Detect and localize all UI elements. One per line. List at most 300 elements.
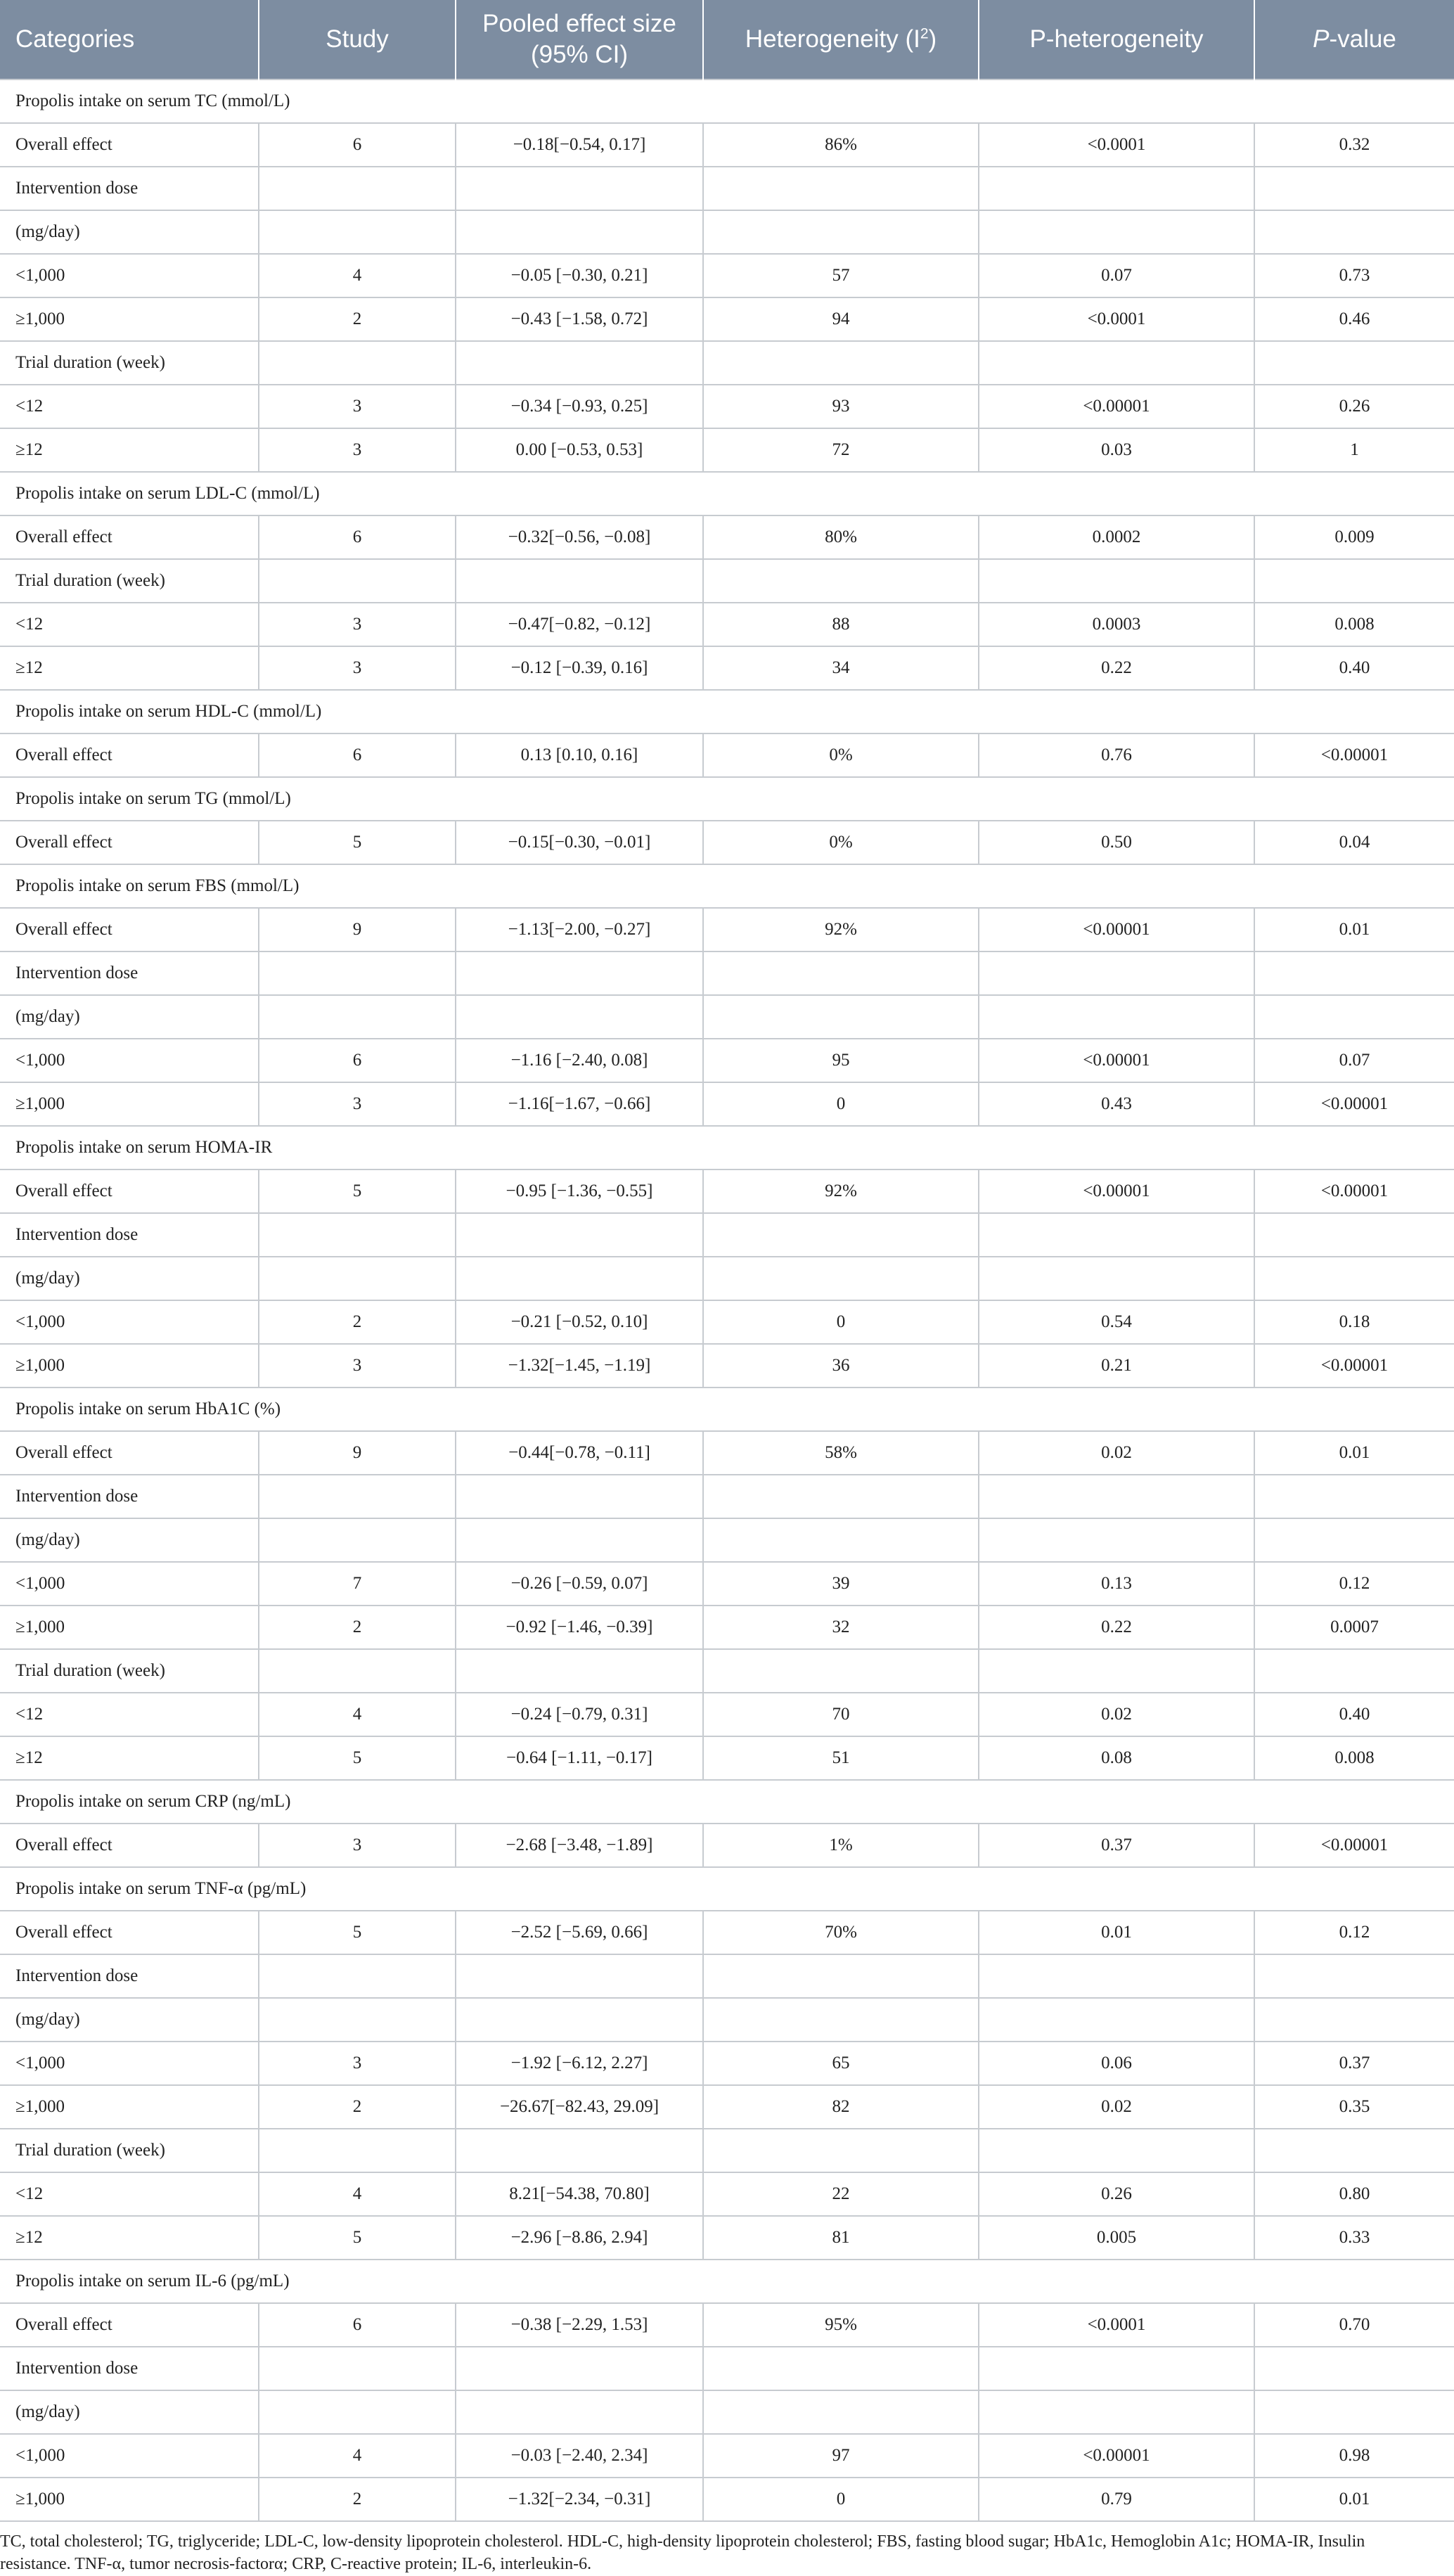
cell-p-heterogeneity: 0.0003 [979, 603, 1254, 646]
cell-heterogeneity: 94 [703, 297, 979, 341]
table-row [0, 1300, 1454, 1344]
cell-study: 9 [259, 908, 456, 951]
header-heterogeneity-sup: 2 [920, 25, 929, 42]
section-row [0, 777, 1454, 821]
cell-study: 6 [259, 2303, 456, 2347]
header-row [0, 0, 1454, 79]
cell-heterogeneity: 1% [703, 1824, 979, 1867]
empty-cell [259, 2390, 456, 2434]
subgroup-label-row [0, 341, 1454, 385]
cell-p-heterogeneity: 0.37 [979, 1824, 1254, 1867]
table-row [0, 1693, 1454, 1736]
subgroup-label-row [0, 1649, 1454, 1693]
cell-p-value: 0.01 [1254, 1431, 1454, 1475]
cell-heterogeneity: 88 [703, 603, 979, 646]
empty-cell [259, 1257, 456, 1300]
empty-cell [259, 1518, 456, 1562]
header-pooled-line1: Pooled effect size [482, 10, 676, 37]
subgroup-label-row [0, 210, 1454, 254]
cell-p-heterogeneity: 0.005 [979, 2216, 1254, 2260]
cell-pooled-effect: −0.26 [−0.59, 0.07] [456, 1562, 703, 1606]
cell-pooled-effect: −2.52 [−5.69, 0.66] [456, 1911, 703, 1954]
cell-category: Overall effect [0, 123, 259, 167]
cell-p-heterogeneity: 0.21 [979, 1344, 1254, 1388]
empty-cell [456, 1475, 703, 1518]
empty-cell [1254, 995, 1454, 1039]
empty-cell [979, 1257, 1254, 1300]
cell-heterogeneity: 70% [703, 1911, 979, 1954]
cell-category: Overall effect [0, 908, 259, 951]
empty-cell [1254, 2347, 1454, 2390]
cell-category: Overall effect [0, 821, 259, 864]
cell-p-heterogeneity: <0.00001 [979, 1170, 1254, 1213]
empty-cell [1254, 2390, 1454, 2434]
table-row [0, 2085, 1454, 2129]
subgroup-label-row [0, 1954, 1454, 1998]
empty-cell [703, 1475, 979, 1518]
table-row [0, 515, 1454, 559]
cell-pooled-effect: −1.16 [−2.40, 0.08] [456, 1039, 703, 1082]
empty-cell [456, 2347, 703, 2390]
empty-cell [456, 995, 703, 1039]
table-row [0, 254, 1454, 297]
empty-cell [1254, 1213, 1454, 1257]
subgroup-label-row [0, 1518, 1454, 1562]
empty-cell [259, 1475, 456, 1518]
cell-p-value: 0.18 [1254, 1300, 1454, 1344]
empty-cell [259, 341, 456, 385]
empty-cell [1254, 1518, 1454, 1562]
empty-cell [1254, 210, 1454, 254]
cell-category: <1,000 [0, 254, 259, 297]
table-row [0, 1082, 1454, 1126]
empty-cell [456, 1954, 703, 1998]
section-row [0, 864, 1454, 908]
cell-category: Overall effect [0, 2303, 259, 2347]
cell-pooled-effect: −1.16[−1.67, −0.66] [456, 1082, 703, 1126]
empty-cell [979, 2390, 1254, 2434]
section-row [0, 1126, 1454, 1170]
subgroup-label-row [0, 1213, 1454, 1257]
cell-study: 3 [259, 428, 456, 472]
empty-cell [259, 995, 456, 1039]
table-body [0, 79, 1454, 2521]
cell-p-value: 0.26 [1254, 385, 1454, 428]
empty-cell [979, 995, 1254, 1039]
empty-cell [1254, 341, 1454, 385]
cell-study: 4 [259, 2434, 456, 2478]
cell-p-heterogeneity: <0.0001 [979, 2303, 1254, 2347]
section-heading: Propolis intake on serum TG (mmol/L) [0, 777, 1454, 821]
cell-heterogeneity: 70 [703, 1693, 979, 1736]
cell-category: ≥1,000 [0, 1082, 259, 1126]
cell-p-value: 0.37 [1254, 2042, 1454, 2085]
empty-cell [703, 995, 979, 1039]
empty-cell [703, 1954, 979, 1998]
cell-p-heterogeneity: <0.00001 [979, 1039, 1254, 1082]
empty-cell [1254, 1998, 1454, 2042]
cell-heterogeneity: 0% [703, 821, 979, 864]
cell-study: 4 [259, 2172, 456, 2216]
cell-category: <1,000 [0, 1562, 259, 1606]
table-row [0, 1344, 1454, 1388]
cell-p-heterogeneity: 0.26 [979, 2172, 1254, 2216]
empty-cell [259, 1213, 456, 1257]
table-row [0, 1824, 1454, 1867]
cell-p-heterogeneity: 0.54 [979, 1300, 1254, 1344]
cell-study: 5 [259, 1911, 456, 1954]
cell-p-value: 0.32 [1254, 123, 1454, 167]
cell-study: 6 [259, 515, 456, 559]
subgroup-label-row [0, 2347, 1454, 2390]
cell-pooled-effect: 0.13 [0.10, 0.16] [456, 733, 703, 777]
cell-heterogeneity: 95% [703, 2303, 979, 2347]
section-row [0, 690, 1454, 733]
cell-pooled-effect: −0.03 [−2.40, 2.34] [456, 2434, 703, 2478]
cell-pooled-effect: −0.32[−0.56, −0.08] [456, 515, 703, 559]
table-row [0, 123, 1454, 167]
cell-pooled-effect: −2.96 [−8.86, 2.94] [456, 2216, 703, 2260]
empty-cell [979, 1518, 1254, 1562]
subgroup-label-row [0, 559, 1454, 603]
cell-heterogeneity: 57 [703, 254, 979, 297]
section-row [0, 79, 1454, 123]
section-heading: Propolis intake on serum TC (mmol/L) [0, 79, 1454, 123]
empty-cell [1254, 1257, 1454, 1300]
cell-category: Overall effect [0, 1911, 259, 1954]
cell-heterogeneity: 39 [703, 1562, 979, 1606]
cell-p-heterogeneity: <0.00001 [979, 385, 1254, 428]
table-row [0, 2303, 1454, 2347]
cell-heterogeneity: 36 [703, 1344, 979, 1388]
cell-category: ≥1,000 [0, 2478, 259, 2521]
empty-cell [259, 951, 456, 995]
cell-pooled-effect: −1.32[−1.45, −1.19] [456, 1344, 703, 1388]
empty-cell [1254, 1649, 1454, 1693]
cell-p-heterogeneity: 0.08 [979, 1736, 1254, 1780]
cell-study: 2 [259, 1606, 456, 1649]
cell-p-value: 0.008 [1254, 603, 1454, 646]
cell-heterogeneity: 82 [703, 2085, 979, 2129]
cell-study: 7 [259, 1562, 456, 1606]
cell-p-value: <0.00001 [1254, 733, 1454, 777]
empty-cell [259, 1954, 456, 1998]
table-row [0, 2478, 1454, 2521]
cell-study: 5 [259, 1736, 456, 1780]
subgroup-label: Intervention dose [0, 1213, 259, 1257]
cell-p-heterogeneity: 0.13 [979, 1562, 1254, 1606]
cell-category: Overall effect [0, 1431, 259, 1475]
cell-heterogeneity: 34 [703, 646, 979, 690]
cell-p-value: <0.00001 [1254, 1824, 1454, 1867]
cell-p-heterogeneity: 0.06 [979, 2042, 1254, 2085]
empty-cell [456, 1257, 703, 1300]
cell-pooled-effect: −0.92 [−1.46, −0.39] [456, 1606, 703, 1649]
empty-cell [703, 1213, 979, 1257]
cell-p-value: <0.00001 [1254, 1344, 1454, 1388]
table-row [0, 821, 1454, 864]
cell-p-value: 0.46 [1254, 297, 1454, 341]
section-heading: Propolis intake on serum LDL-C (mmol/L) [0, 472, 1454, 515]
empty-cell [703, 2390, 979, 2434]
table-row [0, 385, 1454, 428]
empty-cell [703, 1518, 979, 1562]
cell-heterogeneity: 81 [703, 2216, 979, 2260]
subgroup-label: (mg/day) [0, 2390, 259, 2434]
table-row [0, 1170, 1454, 1213]
subgroup-label-row [0, 995, 1454, 1039]
subgroup-label-row [0, 1475, 1454, 1518]
subgroup-label: Intervention dose [0, 951, 259, 995]
empty-cell [456, 1649, 703, 1693]
cell-p-heterogeneity: 0.50 [979, 821, 1254, 864]
cell-p-heterogeneity: <0.00001 [979, 908, 1254, 951]
section-heading: Propolis intake on serum CRP (ng/mL) [0, 1780, 1454, 1824]
cell-study: 2 [259, 297, 456, 341]
cell-p-value: 0.33 [1254, 2216, 1454, 2260]
cell-p-value: 0.04 [1254, 821, 1454, 864]
cell-p-heterogeneity: 0.22 [979, 1606, 1254, 1649]
empty-cell [456, 1998, 703, 2042]
cell-study: 9 [259, 1431, 456, 1475]
cell-pooled-effect: −0.43 [−1.58, 0.72] [456, 297, 703, 341]
cell-p-value: 0.40 [1254, 1693, 1454, 1736]
empty-cell [979, 951, 1254, 995]
cell-category: Overall effect [0, 1824, 259, 1867]
cell-study: 5 [259, 1170, 456, 1213]
header-p-heterogeneity: P-heterogeneity [979, 0, 1254, 79]
empty-cell [703, 2347, 979, 2390]
table-row [0, 2172, 1454, 2216]
empty-cell [1254, 167, 1454, 210]
table-row [0, 1562, 1454, 1606]
cell-study: 3 [259, 646, 456, 690]
section-row [0, 2260, 1454, 2303]
cell-category: <12 [0, 2172, 259, 2216]
cell-category: ≥12 [0, 428, 259, 472]
section-row [0, 1780, 1454, 1824]
cell-p-heterogeneity: 0.02 [979, 1693, 1254, 1736]
subgroup-label: Trial duration (week) [0, 341, 259, 385]
cell-p-value: 0.12 [1254, 1562, 1454, 1606]
empty-cell [979, 341, 1254, 385]
header-p-italic: P [1313, 25, 1330, 53]
cell-pooled-effect: −0.12 [−0.39, 0.16] [456, 646, 703, 690]
cell-category: <1,000 [0, 2434, 259, 2478]
cell-heterogeneity: 0 [703, 1300, 979, 1344]
empty-cell [456, 2129, 703, 2172]
empty-cell [703, 951, 979, 995]
empty-cell [1254, 2129, 1454, 2172]
cell-study: 3 [259, 1824, 456, 1867]
cell-pooled-effect: −0.34 [−0.93, 0.25] [456, 385, 703, 428]
cell-p-value: 0.98 [1254, 2434, 1454, 2478]
cell-heterogeneity: 86% [703, 123, 979, 167]
cell-study: 3 [259, 385, 456, 428]
table-footnote: TC, total cholesterol; TG, triglyceride; LDL-C, low-density lipoprotein cholesterol. HDL-C, high-density lipoprotein cholesterol; FBS, fasting blood sugar; HbA1c, Hemoglobin A1c; HOMA-IR, Insulin resistance. TNF-α, tumor necrosis-factorα; CRP, C-reactive protein; IL-6, interleukin-6. [0, 2532, 1365, 2573]
empty-cell [703, 210, 979, 254]
cell-p-heterogeneity: 0.79 [979, 2478, 1254, 2521]
section-row [0, 472, 1454, 515]
cell-heterogeneity: 58% [703, 1431, 979, 1475]
cell-pooled-effect: −0.64 [−1.11, −0.17] [456, 1736, 703, 1780]
empty-cell [259, 2129, 456, 2172]
empty-cell [703, 341, 979, 385]
empty-cell [456, 951, 703, 995]
empty-cell [979, 1475, 1254, 1518]
cell-pooled-effect: −1.13[−2.00, −0.27] [456, 908, 703, 951]
cell-p-value: 0.40 [1254, 646, 1454, 690]
table-row [0, 1911, 1454, 1954]
cell-p-value: 1 [1254, 428, 1454, 472]
cell-p-heterogeneity: 0.43 [979, 1082, 1254, 1126]
subgroup-label: Intervention dose [0, 167, 259, 210]
header-p-rest: -value [1329, 25, 1396, 53]
cell-pooled-effect: −0.15[−0.30, −0.01] [456, 821, 703, 864]
header-study: Study [259, 0, 456, 79]
cell-category: <1,000 [0, 1039, 259, 1082]
subgroup-label: Intervention dose [0, 1475, 259, 1518]
table-row [0, 1039, 1454, 1082]
empty-cell [259, 2347, 456, 2390]
cell-category: Overall effect [0, 515, 259, 559]
cell-heterogeneity: 97 [703, 2434, 979, 2478]
subgroup-label: Intervention dose [0, 2347, 259, 2390]
cell-pooled-effect: −0.24 [−0.79, 0.31] [456, 1693, 703, 1736]
empty-cell [979, 1998, 1254, 2042]
section-heading: Propolis intake on serum FBS (mmol/L) [0, 864, 1454, 908]
cell-pooled-effect: −1.92 [−6.12, 2.27] [456, 2042, 703, 2085]
cell-p-value: 0.07 [1254, 1039, 1454, 1082]
cell-category: ≥12 [0, 646, 259, 690]
empty-cell [703, 559, 979, 603]
cell-pooled-effect: −0.18[−0.54, 0.17] [456, 123, 703, 167]
cell-p-value: 0.008 [1254, 1736, 1454, 1780]
table-row [0, 646, 1454, 690]
cell-study: 6 [259, 733, 456, 777]
cell-pooled-effect: 8.21[−54.38, 70.80] [456, 2172, 703, 2216]
cell-p-value: 0.35 [1254, 2085, 1454, 2129]
cell-pooled-effect: 0.00 [−0.53, 0.53] [456, 428, 703, 472]
subgroup-label: Intervention dose [0, 1954, 259, 1998]
cell-pooled-effect: −0.05 [−0.30, 0.21] [456, 254, 703, 297]
empty-cell [1254, 951, 1454, 995]
empty-cell [979, 2129, 1254, 2172]
empty-cell [456, 167, 703, 210]
empty-cell [259, 559, 456, 603]
cell-study: 6 [259, 1039, 456, 1082]
subgroup-label: (mg/day) [0, 1518, 259, 1562]
cell-category: ≥1,000 [0, 2085, 259, 2129]
cell-category: <12 [0, 603, 259, 646]
empty-cell [456, 1518, 703, 1562]
cell-study: 3 [259, 603, 456, 646]
empty-cell [456, 1213, 703, 1257]
table-row [0, 1431, 1454, 1475]
cell-category: <1,000 [0, 1300, 259, 1344]
empty-cell [979, 167, 1254, 210]
table-row [0, 603, 1454, 646]
section-heading: Propolis intake on serum HbA1C (%) [0, 1388, 1454, 1431]
cell-study: 3 [259, 1082, 456, 1126]
cell-p-value: 0.70 [1254, 2303, 1454, 2347]
cell-pooled-effect: −26.67[−82.43, 29.09] [456, 2085, 703, 2129]
cell-heterogeneity: 0 [703, 1082, 979, 1126]
cell-study: 4 [259, 254, 456, 297]
cell-category: Overall effect [0, 733, 259, 777]
cell-category: ≥1,000 [0, 297, 259, 341]
cell-p-heterogeneity: 0.76 [979, 733, 1254, 777]
empty-cell [703, 167, 979, 210]
empty-cell [1254, 1954, 1454, 1998]
cell-category: <12 [0, 1693, 259, 1736]
empty-cell [703, 1257, 979, 1300]
cell-heterogeneity: 92% [703, 908, 979, 951]
empty-cell [456, 341, 703, 385]
header-heterogeneity-prefix: Heterogeneity (I [745, 25, 920, 53]
empty-cell [703, 2129, 979, 2172]
header-heterogeneity [703, 0, 979, 79]
empty-cell [979, 1649, 1254, 1693]
header-heterogeneity-suffix: ) [928, 25, 937, 53]
header-pooled-effect [456, 0, 703, 79]
table-row [0, 1606, 1454, 1649]
empty-cell [979, 1213, 1254, 1257]
cell-study: 2 [259, 2478, 456, 2521]
section-heading: Propolis intake on serum TNF-α (pg/mL) [0, 1867, 1454, 1911]
empty-cell [979, 559, 1254, 603]
cell-category: Overall effect [0, 1170, 259, 1213]
cell-p-heterogeneity: <0.0001 [979, 297, 1254, 341]
cell-study: 6 [259, 123, 456, 167]
cell-p-value: 0.73 [1254, 254, 1454, 297]
cell-heterogeneity: 0% [703, 733, 979, 777]
section-heading: Propolis intake on serum HDL-C (mmol/L) [0, 690, 1454, 733]
subgroup-label: (mg/day) [0, 1257, 259, 1300]
cell-category: <1,000 [0, 2042, 259, 2085]
cell-p-heterogeneity: 0.02 [979, 1431, 1254, 1475]
cell-heterogeneity: 0 [703, 2478, 979, 2521]
cell-p-heterogeneity: <0.0001 [979, 123, 1254, 167]
cell-p-value: 0.01 [1254, 2478, 1454, 2521]
table-row [0, 908, 1454, 951]
section-row [0, 1867, 1454, 1911]
table-row [0, 1736, 1454, 1780]
cell-p-heterogeneity: <0.00001 [979, 2434, 1254, 2478]
table-row [0, 2216, 1454, 2260]
subgroup-label-row [0, 951, 1454, 995]
cell-pooled-effect: −0.95 [−1.36, −0.55] [456, 1170, 703, 1213]
cell-p-heterogeneity: 0.07 [979, 254, 1254, 297]
subgroup-label-row [0, 2390, 1454, 2434]
cell-heterogeneity: 95 [703, 1039, 979, 1082]
table-row [0, 733, 1454, 777]
subgroup-label: Trial duration (week) [0, 2129, 259, 2172]
table-row [0, 2042, 1454, 2085]
cell-p-heterogeneity: 0.22 [979, 646, 1254, 690]
empty-cell [259, 210, 456, 254]
cell-heterogeneity: 80% [703, 515, 979, 559]
empty-cell [456, 2390, 703, 2434]
cell-pooled-effect: −2.68 [−3.48, −1.89] [456, 1824, 703, 1867]
cell-category: ≥12 [0, 2216, 259, 2260]
cell-p-value: <0.00001 [1254, 1170, 1454, 1213]
cell-category: <12 [0, 385, 259, 428]
header-categories: Categories [0, 0, 259, 79]
empty-cell [979, 210, 1254, 254]
section-row [0, 1388, 1454, 1431]
table-header [0, 0, 1454, 79]
